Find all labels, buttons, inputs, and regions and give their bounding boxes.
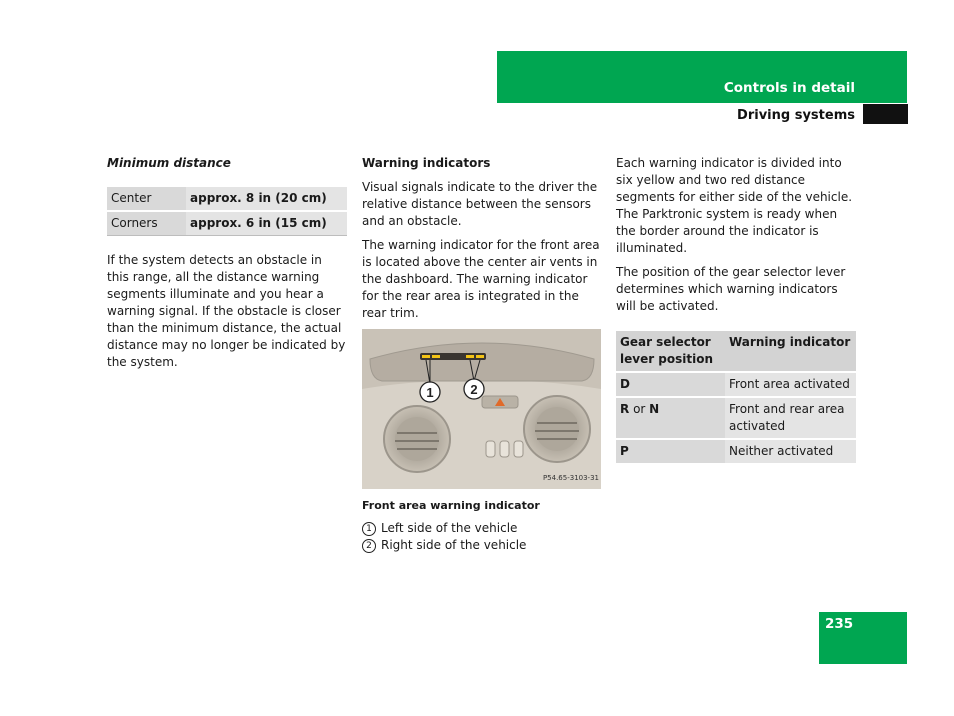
figure-caption: Front area warning indicator: [362, 499, 540, 512]
table-header-indicator: Warning indicator: [725, 331, 856, 371]
column-2: [362, 155, 602, 554]
min-distance-paragraph: If the system detects an obstacle in this range, all the distance warning segments illuminate and you hear a warning signal. If the obstacle is closer than the minimum distance, the actual distance may no longer be indicated by the system.: [107, 253, 346, 369]
legend-text-1: Left side of the vehicle: [381, 521, 518, 535]
gear-letter: P: [620, 444, 629, 458]
section-subtitle: Driving systems: [737, 108, 855, 123]
warning-paragraph-1: Visual signals indicate to the driver the relative distance between the sensors and an obstacle.: [362, 180, 598, 228]
figure-callout-1: 1: [426, 385, 434, 400]
table-cell-gear: [616, 373, 725, 396]
figure-code: P54.65-3103-31: [542, 474, 599, 482]
warning-indicators-heading: Warning indicators: [362, 156, 491, 170]
thumb-tab: [863, 104, 908, 124]
min-distance-heading: Minimum distance: [107, 156, 231, 170]
table-row: [107, 212, 347, 236]
table-header-row: [616, 331, 856, 371]
table-row: [616, 398, 856, 438]
column-1: [107, 155, 347, 378]
legend-text-2: Right side of the vehicle: [381, 538, 527, 552]
table-cell-label: Center: [107, 187, 186, 210]
table-cell-value: approx. 6 in (15 cm): [186, 212, 347, 236]
page-number: 235: [825, 616, 854, 632]
table-cell-indicator: Neither activated: [725, 440, 856, 463]
table-header-gear: Gear selector lever position: [616, 331, 725, 371]
column-3: [616, 155, 856, 465]
warning-paragraph-2: The warning indicator for the front area is located above the center air vents in the dashboard. The warning indicator for the rear area is integrated in the rear trim.: [362, 238, 600, 320]
legend-number-1: 1: [362, 522, 376, 536]
section-title: Controls in detail: [723, 80, 855, 96]
gear-letter: R: [620, 402, 630, 416]
segments-paragraph: Each warning indicator is divided into six yellow and two red distance segments for either side of the vehicle. The Parktronic system is ready when the border around the indicator is illuminated.: [616, 156, 853, 255]
table-row: [616, 440, 856, 463]
table-cell-label: Corners: [107, 212, 186, 236]
table-cell-indicator: Front and rear area activated: [725, 398, 856, 438]
table-cell-indicator: Front area activated: [725, 373, 856, 396]
gear-or-text: or: [629, 402, 650, 416]
figure-callout-2: 2: [470, 382, 478, 397]
dashboard-illustration: [362, 329, 601, 489]
legend-item: [362, 520, 602, 537]
table-cell-gear: [616, 440, 725, 463]
table-cell-gear: [616, 398, 725, 438]
gear-letter: D: [620, 377, 630, 391]
table-row: [107, 187, 347, 210]
min-distance-table: [107, 185, 347, 238]
dashboard-figure: [362, 329, 601, 489]
gear-paragraph: The position of the gear selector lever determines which warning indicators will be activated.: [616, 265, 846, 313]
legend-item: [362, 537, 602, 554]
gear-indicator-table: [616, 329, 856, 465]
table-row: [616, 373, 856, 396]
table-cell-value: approx. 8 in (20 cm): [186, 187, 347, 210]
legend-number-2: 2: [362, 539, 376, 553]
gear-letter: N: [649, 402, 660, 416]
